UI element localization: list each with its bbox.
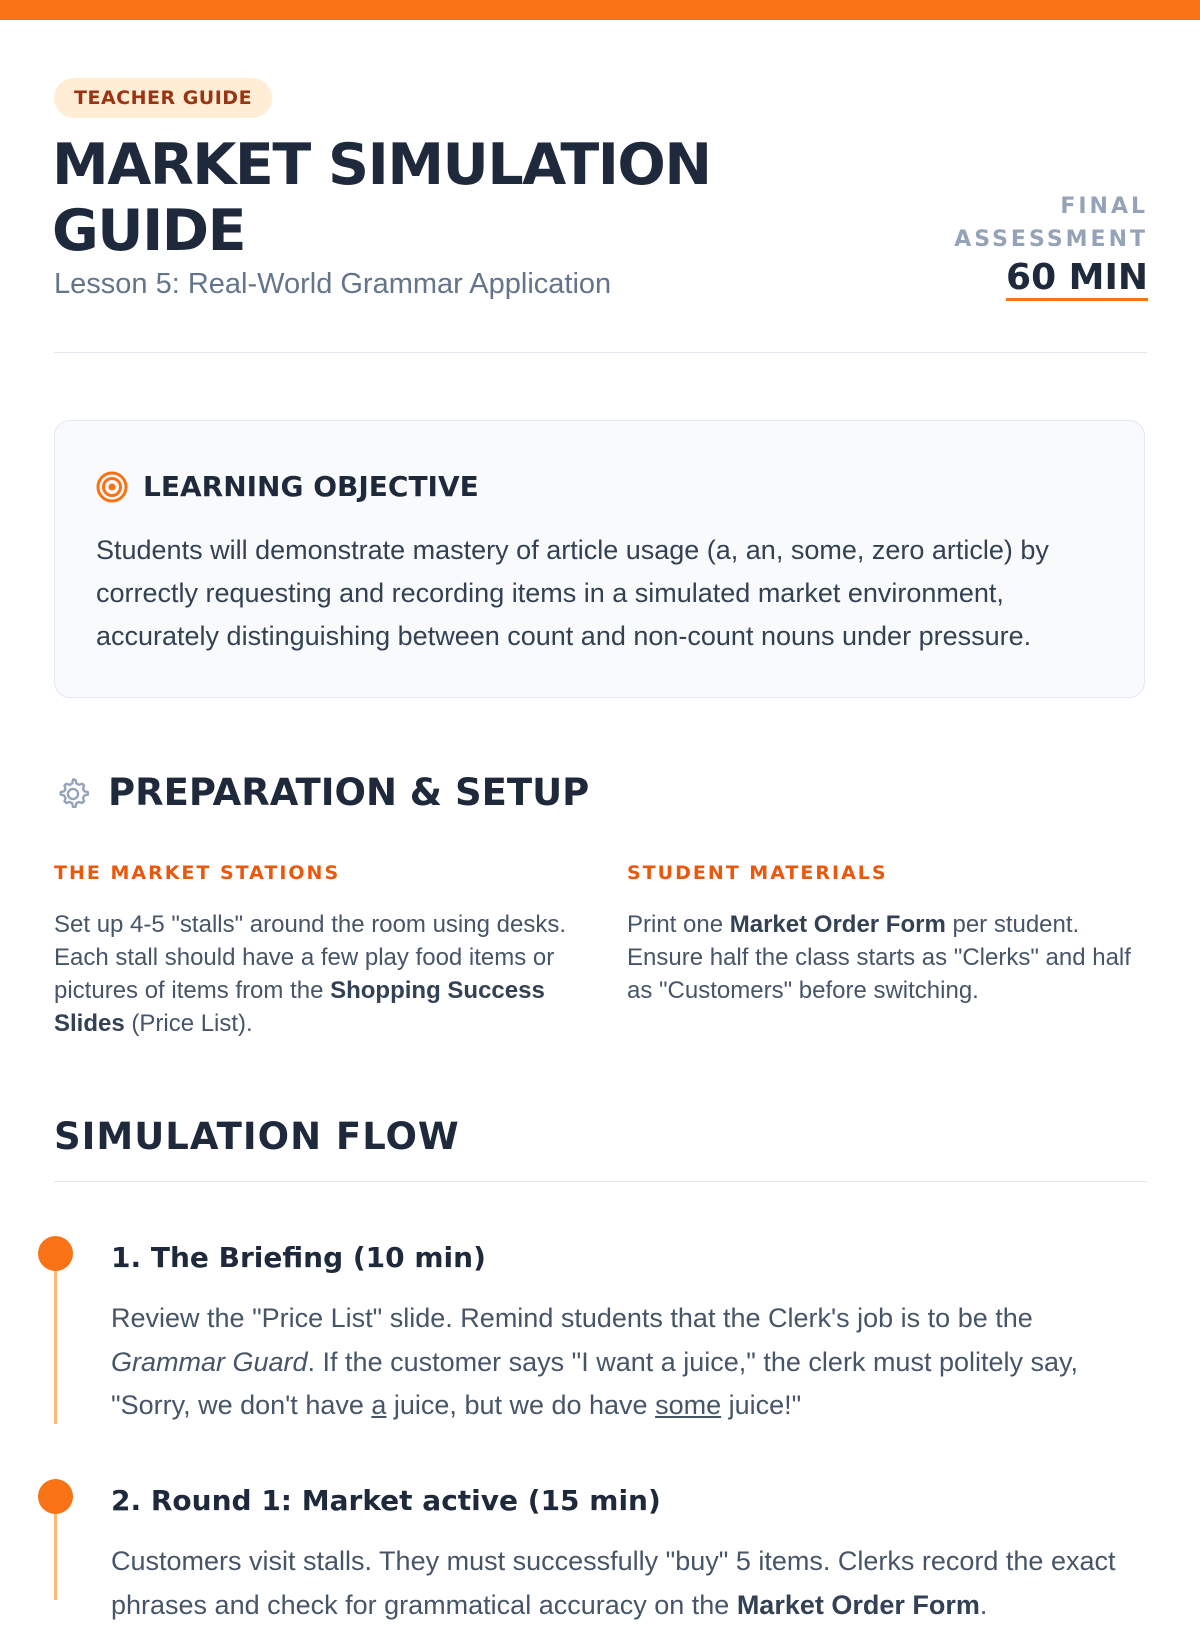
step-text: Review the "Price List" slide. Remind students that the Clerk's job is to be the Grammar Guard. If the customer says "I want a juice," the clerk must politely say, "Sorry, we don't have a juice, but we do have some juice!" — [111, 1303, 1079, 1420]
duration-value: 60 MIN — [1006, 258, 1148, 301]
learning-objective-card — [54, 420, 1145, 698]
market-stations-heading: THE MARKET STATIONS — [54, 862, 341, 884]
gear-icon — [54, 775, 92, 813]
step-title: 2. Round 1: Market active (15 min) — [111, 1484, 661, 1517]
objective-title: LEARNING OBJECTIVE — [143, 470, 479, 503]
market-stations-text: Set up 4-5 "stalls" around the room using desks. Each stall should have a few play food items or pictures of items from the Shopping Success Slides (Price List). — [54, 911, 566, 1037]
market-stations-column — [54, 858, 574, 1040]
target-icon — [95, 470, 129, 504]
timeline-dot — [38, 1479, 73, 1514]
student-materials-heading: STUDENT MATERIALS — [627, 862, 888, 884]
student-materials-column — [627, 858, 1147, 1007]
page-subtitle: Lesson 5: Real-World Grammar Application — [54, 268, 612, 300]
timeline-dot — [38, 1236, 73, 1271]
preparation-title: PREPARATION & SETUP — [108, 771, 590, 814]
page-title: MARKET SIMULATION GUIDE — [52, 132, 711, 264]
teacher-guide-badge: TEACHER GUIDE — [54, 78, 272, 118]
student-materials-text: Print one Market Order Form per student. Ensure half the class starts as "Clerks" and half as "Customers" before switching. — [627, 911, 1131, 1004]
step-title: 1. The Briefing (10 min) — [111, 1241, 486, 1274]
simulation-flow-title: SIMULATION FLOW — [54, 1115, 460, 1158]
duration-label: FINAL ASSESSMENT — [954, 194, 1148, 252]
duration-block — [888, 190, 1148, 301]
header-divider — [54, 352, 1147, 353]
top-accent-bar — [0, 0, 1200, 20]
step-text: Customers visit stalls. They must successfully "buy" 5 items. Clerks record the exact phrases and check for grammatical accuracy on the Market Order Form. — [111, 1546, 1116, 1620]
objective-text: Students will demonstrate mastery of article usage (a, an, some, zero article) by correctly requesting and recording items in a simulated market environment, accurately distinguishing between count and non-count nouns under pressure. — [96, 535, 1049, 651]
flow-divider — [54, 1181, 1147, 1182]
timeline-line — [54, 1252, 57, 1424]
